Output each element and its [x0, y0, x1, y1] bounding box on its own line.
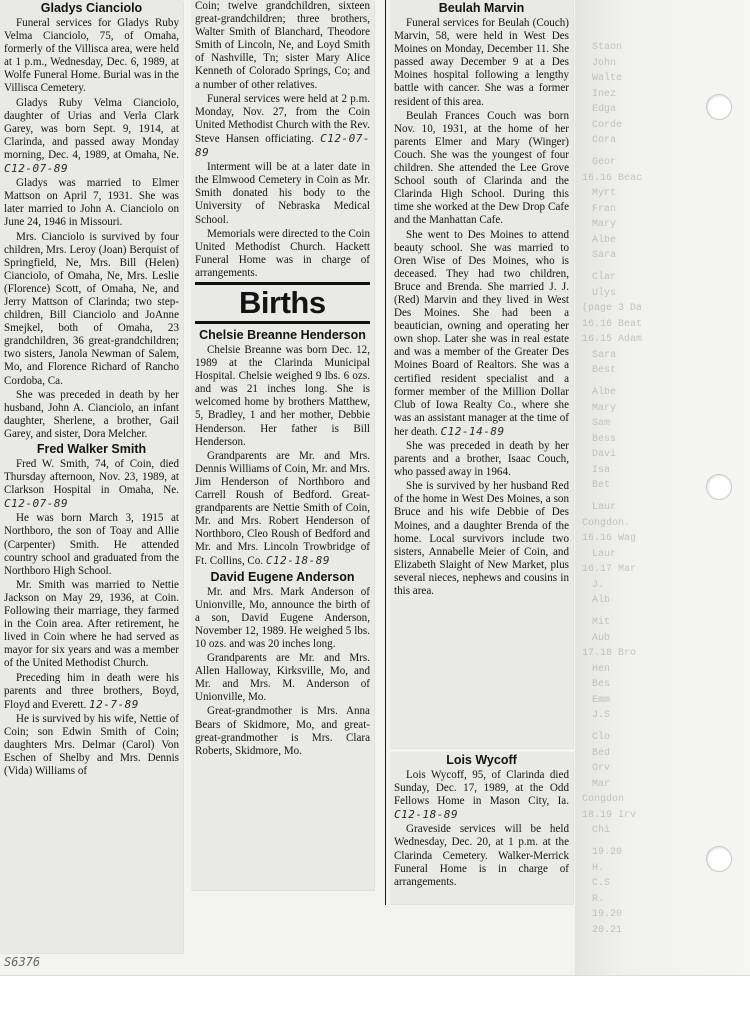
section-heading-births: Births	[195, 282, 370, 324]
paragraph	[394, 769, 569, 822]
clipping-beulah-marvin	[390, 0, 573, 748]
bleed-through-line: Sara	[592, 349, 617, 361]
bleed-through-line: Isa	[592, 464, 611, 476]
bleed-through-line: J.S	[592, 710, 611, 721]
bleed-through-line: Laur	[592, 548, 617, 560]
clipping-cianciolo-smith	[0, 0, 183, 953]
paragraph: Mr. Smith was married to Nettie Jackson on May 29, 1936, at Coin. Following their marriage, they farmed in the Coin area. After retirement, he lived in Coin where he had served as mayor for six years and was a member of the United Methodist Church.	[4, 578, 179, 670]
paragraph: She is survived by her husband Red of the home in West Des Moines, a son Bruce and his wife Debbie of Des Moines, and a daughter Brenda of the home. Local survivors include two sisters, Annabelle Meier of Coin, and Elizabeth Slaight of New Market, plus several nieces, nephews and cousins in this area.	[394, 480, 569, 598]
handwritten-date: C12-14-89	[440, 424, 505, 438]
bleed-through-line: 16.15 Adam	[582, 334, 643, 345]
page-margin-bottom	[0, 975, 750, 1033]
bleed-through-line: Edga	[592, 104, 617, 115]
bleed-through-line: 16.17 Mar	[582, 564, 637, 575]
bleed-through-line: 19.20	[592, 847, 623, 858]
paragraph: Funeral services for Beulah (Couch) Marvin, 58, were held in West Des Moines on Monday, December 11. She passed away December 9 at a Des Moines hospital following a lengthy battle with cancer. She was a former resident of this area.	[394, 17, 569, 108]
paragraph: Chelsie Breanne was born Dec. 12, 1989 at the Clarinda Municipal Hospital. Chelsie weighed 9 lbs. 6 ozs. and was 21 inches long. She is welcomed home by brothers Matthew, 5, Bradley, 1 and her mother, Debbie Henderson. Her father is Bill Henderson.	[195, 343, 370, 448]
handwritten-date: C12-07-89	[4, 162, 69, 176]
headline-david-anderson: David Eugene Anderson	[210, 569, 355, 584]
bleed-through-line: Fran	[592, 203, 617, 215]
bleed-through-line: 20.21	[592, 924, 623, 936]
bleed-through-line: Walte	[592, 73, 623, 84]
binder-hole-bottom	[706, 846, 732, 872]
bleed-through-line: C.S	[592, 878, 611, 889]
bleed-through-line: Hen	[592, 663, 611, 675]
paragraph: Graveside services will be held Wednesday, Dec. 20, at 1 p.m. at the Clarinda Cemetery. Walker-Merrick Funeral Home is in charge of arrangements.	[394, 823, 569, 888]
paragraph	[4, 672, 179, 712]
bleed-through-line: John	[592, 57, 617, 69]
clipping-smith-births	[191, 0, 374, 890]
paragraph-text: Fred W. Smith, 74, of Coin, died Thursday afternoon, Nov. 23, 1989, at Clarkson Hospital in Omaha, Ne.	[4, 458, 179, 497]
paragraph	[195, 93, 370, 160]
bleed-through-line: Best	[592, 365, 617, 376]
handwritten-date: C12-07-89	[195, 131, 370, 160]
headline-gladys-cianciolo: Gladys Cianciolo	[40, 1, 143, 15]
handwritten-date: C12-07-89	[4, 497, 69, 511]
paragraph: He is survived by his wife, Nettie of Coin; son Edwin Smith of Coin; daughters Mrs. Delmar (Carol) Von Eschen of Shelby and Mrs. Dennis (Vida) Williams of	[4, 712, 179, 778]
bleed-through-line: Albe	[592, 234, 617, 246]
paragraph-text: She went to Des Moines to attend beauty school. She was married to Oren Wise of Des Moines, who is deceased. They had two children, Bruce and Brenda. She married J. J. (Red) Marvin and they lived in West Des Moines. She had been a beautician, owning and operating her own shop. Later she was in real estate and was a member of the Greater Des Moines Board of Realtors. She was a certified resident specialist and a former member of the Million Dollar Club of Iowa Realty Co., where she was an assistant manager at the time of her death.	[394, 228, 569, 438]
bleed-through-line: Congdon.	[582, 517, 631, 529]
handwritten-date: C12-18-89	[394, 808, 459, 822]
paragraph: Mr. and Mrs. Mark Anderson of Unionville, Mo, announce the birth of a son, David Eugene Anderson, November 12, 1989. He weighed 5 lbs. 10 ozs. and was 20 inches long.	[195, 585, 370, 650]
bleed-through-line: Alb	[592, 595, 611, 606]
bleed-through-line: Emm	[592, 694, 611, 706]
clipping-lois-wycoff	[390, 752, 573, 904]
bleed-through-line: Corde	[592, 119, 623, 131]
bleed-through-line: Ulys	[592, 287, 617, 299]
paragraph-text: Lois Wycoff, 95, of Clarinda died Sunday, Dec. 17, 1989, at the Odd Fellows Home in Mason City, Ia.	[394, 769, 569, 808]
bleed-through-line: Bed	[592, 747, 611, 759]
binder-hole-top	[706, 94, 732, 120]
headline-beulah-marvin: Beulah Marvin	[438, 1, 525, 15]
bleed-through-line: 17.18 Bro	[582, 648, 637, 659]
bleed-through-line: Clar	[592, 272, 617, 283]
bleed-through-line: Mary	[592, 402, 617, 414]
paragraph-text: Funeral services were held at 2 p.m. Monday, Nov. 27, from the Coin United Methodist Church with the Rev. Steve Hansen officiating.	[195, 92, 370, 145]
bleed-through-line: Sara	[592, 250, 617, 261]
bleed-through-line: Mary	[592, 219, 617, 230]
bleed-through-line: Cora	[592, 135, 617, 146]
paragraph: Memorials were directed to the Coin United Methodist Church. Hackett Funeral Home was in charge of arrangements.	[195, 227, 370, 279]
paragraph	[4, 458, 179, 511]
bleed-through-line: Bet	[592, 480, 611, 491]
paragraph: Gladys was married to Elmer Mattson on April 7, 1931. She was later married to John A. Cianciolo on June 24, 1946 in Missouri.	[4, 177, 179, 229]
paragraph	[4, 97, 179, 177]
bleed-through-line: Bes	[592, 679, 611, 690]
bleed-through-line: 18.19 Irv	[582, 809, 637, 821]
bleed-through-line: 19.20	[592, 909, 623, 920]
paragraph-text: Grandparents are Mr. and Mrs. Dennis Williams of Coin, Mr. and Mrs. Jim Henderson of Northboro and Carrell Roush of Bedford. Great-grandparents are Nettie Smith of Coin, Mr. and Mrs. Robert Henderson of Northboro, Cleo Roush of Bedford and Mr. and Mrs. Lincoln Trowbridge of Ft. Collins, Co.	[195, 449, 370, 568]
bleed-through-line: 16.16 Beac	[582, 172, 643, 184]
headline-chelsie-henderson: Chelsie Breanne Henderson	[199, 327, 366, 342]
paragraph	[394, 229, 569, 440]
bleed-through-line: H.	[592, 862, 605, 874]
bleed-through-line: Geor	[592, 157, 617, 168]
bleed-through-line: Bess	[592, 433, 617, 445]
bleed-through-line: Mit	[592, 617, 611, 628]
column-divider	[385, 0, 386, 905]
bleed-through-line: Mar	[592, 778, 611, 790]
handwritten-date: 12-7-89	[89, 697, 139, 711]
paragraph: He was born March 3, 1915 at Northboro, the son of Toay and Allie (Carpenter) Smith. He attended country school and graduated from the Northboro High School.	[4, 512, 179, 577]
bleed-through-line: Orv	[592, 763, 611, 774]
bleed-through-line: Chi	[592, 825, 611, 836]
paragraph: Interment will be at a later date in the Elmwood Cemetery in Coin as Mr. Smith donated his body to the University of Nebraska Medical School.	[195, 161, 370, 226]
bleed-through-line: Staon	[592, 42, 623, 53]
bleed-through-line: 16.16 Beat	[582, 318, 643, 330]
handwritten-date: C12-18-89	[265, 554, 331, 568]
paragraph: She was preceded in death by her parents and a brother, Isaac Couch, who passed away in 1964.	[394, 440, 569, 479]
bleed-through-line: Clo	[592, 732, 611, 743]
bleed-through-line: J.	[592, 579, 605, 591]
bleed-through-line: R.	[592, 893, 605, 905]
bleed-through-line: Myrt	[592, 188, 617, 199]
paragraph: Funeral services for Gladys Ruby Velma Cianciolo, 75, of Omaha, formerly of the Villisca area, were held at 1 p.m., Wednesday, Dec. 6, 1989, at Wolfe Funeral Home. Burial was in the Villisca Cemetery.	[4, 17, 179, 95]
paragraph: Coin; twelve grandchildren, sixteen great-grandchildren; three brothers, Walter Smith of Blanchard, Theodore Smith of Lincoln, Ne, and Loyd Smith of Nashville, Tn; sister Mary Alice Kenneth of Colorado Springs, Co; and a number of other relatives.	[195, 0, 370, 91]
headline-fred-walker-smith: Fred Walker Smith	[36, 442, 147, 456]
paragraph	[195, 450, 370, 569]
paragraph: Mrs. Cianciolo is survived by four children, Mrs. Leroy (Joan) Berquist of Springfield, Ne, Mrs. Bill (Helen) Cianciolo, of Omaha, Ne, Mrs. Leslie (Florence) Scott, of Omaha, Ne, and Jerry Mattson of Clarinda; two step-children, Bill Cianciolo and JoAnne Smejkel, both of Omaha, 23 grandchildren, 36 great-grandchildren; two sisters, Janola Newman of Salem, Mo, and Florence Richard of Rancho Cordoba, Ca.	[4, 230, 179, 387]
bleed-through-line: Inez	[592, 88, 617, 100]
headline-lois-wycoff: Lois Wycoff	[446, 753, 517, 767]
bleed-through-line: Aub	[592, 632, 611, 644]
paragraph-text: Gladys Ruby Velma Cianciolo, daughter of Urias and Verla Clark Garey, was born Sept. 9, 1914, at Clarinda, and passed away Monday morning, Dec. 4, 1989, at Omaha, Ne.	[4, 96, 179, 161]
paragraph: Grandparents are Mr. and Mrs. Allen Halloway, Kirksville, Mo, and Mr. and Mrs. M. Anderson of Unionville, Mo.	[195, 652, 370, 704]
paragraph-text: Preceding him in death were his parents and three brothers, Boyd, Floyd and Everett.	[4, 671, 179, 711]
bleed-through-line: (page 3 Da	[582, 303, 643, 314]
bleed-through-line: Albe	[592, 387, 617, 398]
inventory-number: S6376	[4, 955, 41, 969]
bleed-through-line: 16.16 Wag	[582, 533, 637, 544]
bleed-through-line: Laur	[592, 502, 617, 513]
paragraph: She was preceded in death by her husband, John A. Cianciolo, an infant daughter, Sherlene, a brother, Gail Garey, and sister, Dora Melcher.	[4, 388, 179, 440]
binder-hole-middle	[706, 474, 732, 500]
paragraph: Great-grandmother is Mrs. Anna Bears of Skidmore, Mo, and great-great-grandmother is Mrs. Clara Roberts, Skidmore, Mo.	[195, 705, 370, 757]
bleed-through-line: Congdon	[582, 794, 625, 805]
bleed-through-line: Davi	[592, 449, 617, 460]
paragraph: Beulah Frances Couch was born Nov. 10, 1931, at the home of her parents Elmer and Mary (Winger) Couch. She was the youngest of four children. She attended the Lee Grove School south of Clarinda and the Clarinda High School. During this time she worked at the Dew Drop Cafe and the Manhattan Cafe.	[394, 109, 569, 227]
bleed-through-line: Sam	[592, 418, 611, 429]
